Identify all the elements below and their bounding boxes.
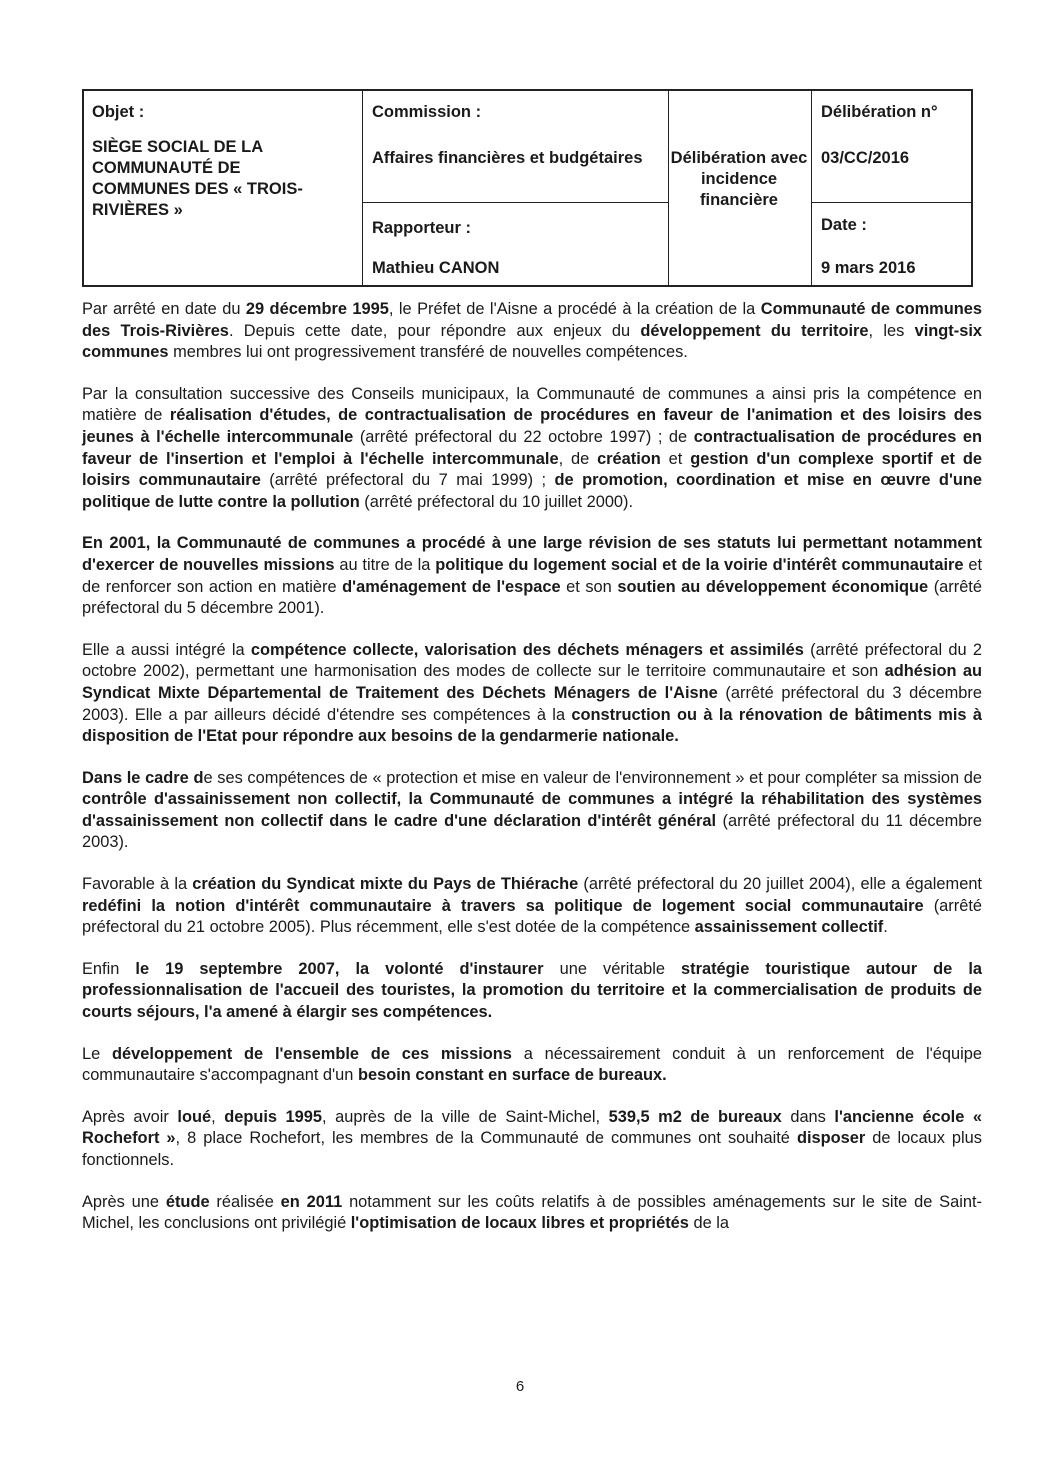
- bold-run: réalisation d'études, de contractualisation de procédures en faveur de l'animation et des loisirs des jeunes à l'échelle intercommunale: [82, 406, 982, 446]
- text-run: et: [660, 449, 691, 468]
- text-run: de la: [688, 1214, 730, 1233]
- bold-run: création du Syndicat mixte du Pays de Thiérache: [192, 875, 579, 894]
- bold-run: étude: [165, 1192, 210, 1211]
- body-paragraph: [82, 384, 982, 514]
- bold-run: de promotion, coordination et mise en œuvre d'une politique de lutte contre la pollution: [82, 471, 982, 511]
- table-divider: [811, 91, 812, 285]
- text-run: , les: [868, 321, 915, 340]
- table-divider: [362, 202, 668, 203]
- text-run: au titre de la: [334, 555, 436, 574]
- text-run: , de: [558, 449, 598, 468]
- text-run: et son: [560, 577, 618, 596]
- text-run: (arrêté préfectoral du 10 juillet 2000).: [359, 492, 634, 511]
- bold-run: Dans le cadre d: [82, 768, 204, 787]
- text-run: .: [883, 918, 888, 937]
- text-run: e ses compétences de « protection et mise en valeur de l'environnement » et pour compléter sa mission de: [203, 768, 982, 787]
- rapporteur-label: Rapporteur :: [372, 219, 471, 237]
- bold-run: 539,5 m2 de bureaux: [608, 1107, 782, 1126]
- bold-run: adhésion au Syndicat Mixte Départemental de Traitement des Déchets Ménagers de l'Aisne: [82, 662, 982, 702]
- bold-run: l'optimisation de locaux libres et propriétés: [350, 1214, 689, 1233]
- table-divider: [811, 202, 973, 203]
- text-run: , auprès de la ville de Saint-Michel,: [322, 1107, 609, 1126]
- text-run: Par la consultation successive des Conseils municipaux, la Communauté de communes a ainsi pris la compétence en matière de: [82, 384, 982, 425]
- header-table: [82, 89, 973, 287]
- text-run: réalisée: [209, 1192, 281, 1211]
- text-run: une véritable: [543, 959, 681, 978]
- text-run: dans: [781, 1107, 835, 1126]
- bold-run: en 2011: [280, 1192, 343, 1211]
- text-run: (arrêté préfectoral du 2 octobre 2002), permettant une harmonisation des modes de collecte sur le territoire communautaire et son: [82, 640, 982, 681]
- body-paragraph: [82, 1107, 982, 1172]
- objet-label: Objet :: [92, 103, 145, 121]
- text-run: Après une: [82, 1192, 166, 1211]
- bold-run: d'aménagement de l'espace: [342, 577, 561, 596]
- text-run: (arrêté préfectoral du 5 décembre 2001).: [82, 577, 982, 618]
- text-run: (arrêté préfectoral du 22 octobre 1997) ; de: [353, 427, 694, 446]
- body-paragraph: [82, 533, 982, 619]
- text-run: , le Préfet de l'Aisne a procédé à la création de la: [388, 300, 761, 318]
- bold-run: le 19 septembre 2007, la volonté d'instaurer: [135, 959, 544, 978]
- text-run: , 8 place Rochefort, les membres de la Communauté de communes ont souhaité: [175, 1129, 797, 1148]
- text-run: Enfin: [82, 959, 136, 978]
- bold-run: stratégie touristique autour de la professionnalisation de l'accueil des touristes, la promotion du territoire et la commercialisation de produits de courts séjours, l'a amené à élargir ses compétences.: [82, 959, 982, 1022]
- bold-run: En 2001, la Communauté de communes a procédé à une large révision de ses statuts lui permettant notamment d'exercer de nouvelles missions: [82, 534, 982, 574]
- document-body: [82, 299, 982, 1255]
- bold-run: redéfini la notion d'intérêt communautaire à travers sa politique de logement social communautaire: [82, 896, 924, 915]
- text-run: (arrêté préfectoral du 11 décembre 2003).: [82, 811, 982, 852]
- text-run: et de renforcer son action en matière: [82, 555, 983, 596]
- text-run: (arrêté préfectoral du 7 mai 1999) ;: [260, 471, 555, 490]
- table-divider: [362, 91, 363, 285]
- text-run: ,: [211, 1107, 225, 1126]
- bold-run: loué: [177, 1107, 212, 1126]
- bold-run: soutien au développement économique: [617, 577, 929, 596]
- body-paragraph: [82, 640, 982, 748]
- text-run: Après avoir: [82, 1107, 178, 1126]
- bold-run: disposer: [796, 1129, 866, 1148]
- text-run: Par arrêté en date du: [82, 300, 246, 318]
- deliberation-type: Délibération avec incidence financière: [670, 149, 808, 209]
- text-run: Elle a aussi intégré la: [82, 640, 251, 659]
- text-run: notamment sur les coûts relatifs à de possibles aménagements sur le site de Saint-Michel, les conclusions ont privilégié: [82, 1192, 982, 1233]
- text-run: Le: [82, 1044, 113, 1063]
- body-paragraph: [82, 1044, 982, 1087]
- date-value: 9 mars 2016: [821, 259, 916, 277]
- text-run: a nécessairement conduit à un renforcement de l'équipe communautaire s'accompagnant d'un: [82, 1044, 982, 1085]
- bold-run: développement de l'ensemble de ces missions: [112, 1044, 512, 1063]
- rapporteur-value: Mathieu CANON: [372, 259, 500, 277]
- date-label: Date :: [821, 216, 867, 234]
- deliberation-number-value: 03/CC/2016: [821, 149, 910, 167]
- text-run: (arrêté préfectoral du 21 octobre 2005). Plus récemment, elle s'est dotée de la compétence: [82, 896, 982, 937]
- deliberation-number-label: Délibération n°: [821, 103, 938, 121]
- bold-run: création: [597, 449, 661, 468]
- bold-run: développement du territoire: [640, 321, 869, 340]
- bold-run: compétence collecte, valorisation des déchets ménagers et assimilés: [250, 640, 804, 659]
- commission-value: Affaires financières et budgétaires: [372, 149, 643, 167]
- body-paragraph: [82, 768, 982, 854]
- bold-run: construction ou à la rénovation de bâtiments mis à disposition de l'Etat pour répondre aux besoins de la gendarmerie nationale.: [82, 705, 982, 746]
- objet-title: SIÈGE SOCIAL DE LA COMMUNAUTÉ DE COMMUNES DES « TROIS-RIVIÈRES »: [92, 138, 303, 219]
- bold-run: politique du logement social et de la voirie d'intérêt communautaire: [435, 555, 964, 574]
- body-paragraph: [82, 1192, 982, 1235]
- bold-run: 29 décembre 1995: [245, 300, 389, 318]
- bold-run: Communauté de communes des Trois-Rivières: [82, 300, 982, 340]
- bold-run: depuis 1995: [224, 1107, 323, 1126]
- bold-run: contrôle d'assainissement non collectif, la Communauté de communes a intégré la réhabilitation des systèmes d'assainissement non collectif dans le cadre d'une déclaration d'intérêt général: [82, 790, 982, 830]
- text-run: (arrêté préfectoral du 3 décembre 2003). Elle a par ailleurs décidé d'étendre ses compétences à la: [82, 683, 983, 724]
- bold-run: l'ancienne école « Rochefort »: [82, 1107, 982, 1148]
- text-run: membres lui ont progressivement transféré de nouvelles compétences.: [168, 343, 688, 362]
- bold-run: contractualisation de procédures en faveur de l'insertion et l'emploi à l'échelle intercommunale: [82, 427, 982, 468]
- text-run: . Depuis cette date, pour répondre aux enjeux du: [228, 321, 641, 340]
- commission-label: Commission :: [372, 103, 482, 121]
- body-paragraph: [82, 299, 982, 364]
- body-paragraph: [82, 959, 982, 1024]
- bold-run: besoin constant en surface de bureaux.: [357, 1066, 667, 1085]
- bold-run: assainissement collectif: [694, 918, 884, 937]
- bold-run: vingt-six communes: [82, 321, 982, 362]
- bold-run: gestion d'un complexe sportif et de loisirs communautaire: [82, 449, 982, 490]
- page-number: 6: [515, 1378, 525, 1395]
- text-run: (arrêté préfectoral du 20 juillet 2004), elle a également: [578, 875, 982, 894]
- body-paragraph: [82, 874, 982, 939]
- text-run: de locaux plus fonctionnels.: [82, 1129, 982, 1169]
- text-run: Favorable à la: [82, 875, 193, 894]
